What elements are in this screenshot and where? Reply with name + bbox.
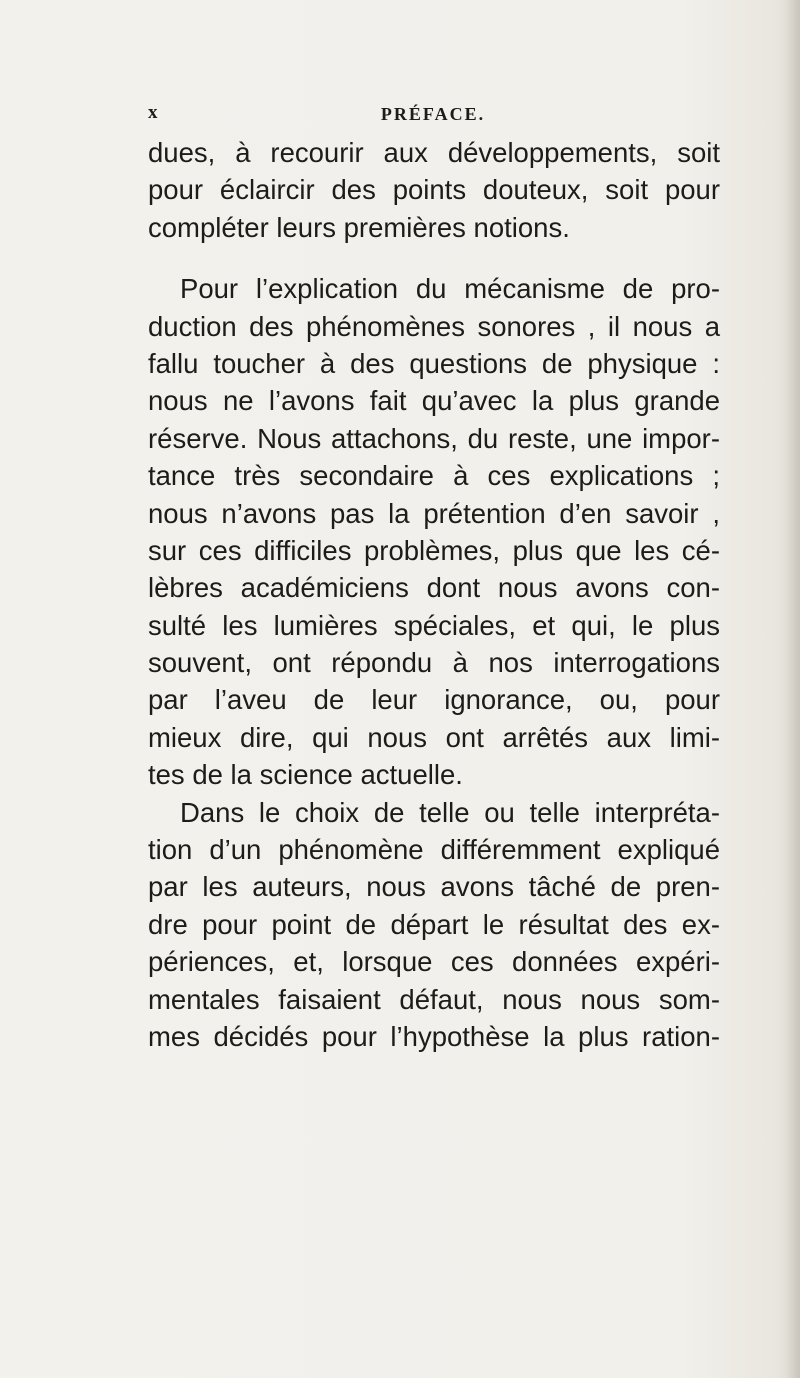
text-line: mes décidés pour l’hypothèse la plus ration- (148, 1020, 720, 1052)
text-line: pour éclaircir des points douteux, soit pour (148, 174, 720, 206)
text-line: mieux dire, qui nous ont arrêtés aux limi- (148, 721, 720, 753)
text-line: sulté les lumières spéciales, et qui, le plus (148, 609, 720, 641)
page-number: x (148, 102, 159, 123)
text-line: dues, à recourir aux développements, soit (148, 137, 720, 168)
text-line: tance très secondaire à ces explications ; (148, 460, 720, 492)
body-text (148, 134, 720, 1055)
text-line: lèbres académiciens dont nous avons con- (148, 572, 720, 604)
text-line: fallu toucher à des questions de physique : (148, 347, 720, 379)
text-line: périences, et, lorsque ces données expéri- (148, 946, 720, 978)
text-line: tion d’un phénomène différemment expliqué (148, 834, 720, 866)
page-edge-shadow (786, 0, 800, 1378)
text-line: Pour l’explication du mécanisme de pro- (180, 273, 720, 305)
text-line: sur ces difficiles problèmes, plus que les cé- (148, 534, 720, 566)
text-line: nous n’avons pas la prétention d’en savoir , (148, 497, 720, 529)
text-line: tes de la science actuelle. (148, 759, 463, 791)
running-title: PRÉFACE. (380, 104, 486, 124)
text-line: compléter leurs premières notions. (148, 211, 570, 243)
text-line: par les auteurs, nous avons tâché de pren- (148, 871, 720, 903)
text-line: nous ne l’avons fait qu’avec la plus grande (148, 385, 720, 417)
text-line: réserve. Nous attachons, du reste, une impor- (148, 422, 720, 454)
page-header (148, 102, 718, 132)
paragraph (148, 794, 720, 1056)
text-line: mentales faisaient défaut, nous nous som- (148, 983, 720, 1015)
text-line: par l’aveu de leur ignorance, ou, pour (148, 684, 720, 716)
text-line: souvent, ont répondu à nos interrogations (148, 647, 720, 679)
text-line: dre pour point de départ le résultat des ex- (148, 908, 720, 940)
text-line: Dans le choix de telle ou telle interpréta- (180, 796, 720, 828)
paragraph-gap (148, 246, 720, 270)
paragraph (148, 270, 720, 793)
paragraph (148, 134, 720, 246)
text-line: duction des phénomènes sonores , il nous a (148, 310, 720, 342)
